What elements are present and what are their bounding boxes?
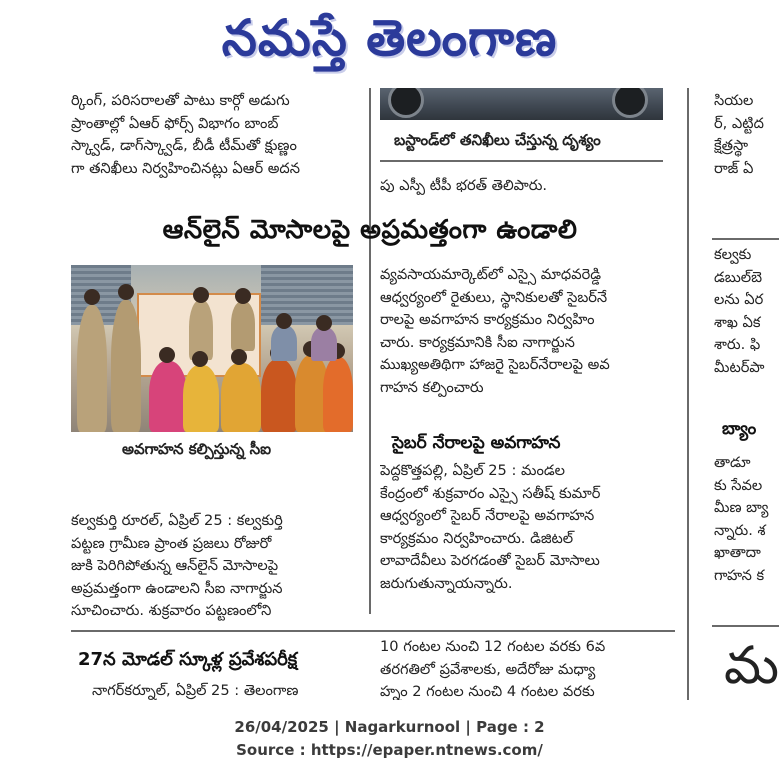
photo-caption: బస్టాండ్‌లో తనిఖీలు చేస్తున్న దృశ్యం: [394, 131, 601, 149]
awareness-photo: [71, 265, 353, 432]
right-column-article: [714, 452, 779, 587]
article-line: ఆధ్వర్యంలో సైబర్ నేరాలపై అవగాహన: [380, 507, 595, 524]
article-line: న్నారు. శ: [714, 521, 766, 539]
person-head: [159, 347, 175, 363]
person-head: [276, 313, 292, 329]
bottom-middle-article: [380, 636, 675, 700]
article-line: కు సేవల: [714, 476, 763, 494]
section-rule: [71, 630, 675, 632]
article-line: డబుల్‌బె: [714, 268, 763, 286]
article-line: హ్నం 2 గంటల నుంచి 4 గంటల వరకు: [380, 683, 595, 700]
article-line: మీటర్‌పా: [714, 358, 765, 376]
article-line: కల్వకుర్తి రూరల్, ఏప్రిల్ 25 : కల్వకుర్తి: [71, 512, 283, 529]
caption-rule: [380, 160, 663, 162]
footer: [0, 700, 779, 781]
article-line: తాడూ: [714, 454, 751, 471]
article-line: పు ఎస్పీ టీపీ భరత్ తెలిపారు.: [380, 177, 548, 194]
article-line: పట్టణ గ్రామీణ ప్రాంత ప్రజలు రోజురో: [71, 534, 272, 552]
article-line: సియల: [714, 92, 754, 109]
officer-figure: [111, 300, 141, 432]
person-head: [193, 287, 209, 303]
article-line: అప్రమత్తంగా ఉండాలని సీఐ నాగార్జున: [71, 579, 283, 597]
main-headline: ఆన్‌లైన్ మోసాలపై అప్రమత్తంగా ఉండాలి: [162, 215, 578, 245]
article-line: గా తనిఖీలు నిర్వహించినట్లు ఏఆర్ అదన: [71, 159, 300, 177]
column-divider: [687, 88, 689, 700]
article-line: పెద్దకొత్తపల్లి, ఏప్రిల్ 25 : మండల: [380, 462, 566, 479]
article-line: శాఖ ఏక: [714, 313, 761, 331]
article-line: గాహన క: [714, 566, 765, 584]
article-line: ర్, ఎట్టిద: [714, 114, 764, 132]
officer-figure: [231, 301, 255, 351]
officer-figure: [77, 305, 107, 432]
person-head: [84, 289, 100, 305]
article-line: కల్వకు: [714, 246, 752, 263]
section-rule: [712, 238, 779, 240]
article-line: సూచించారు. శుక్రవారం పట్టణంలోని: [71, 602, 272, 619]
person-head: [192, 351, 208, 367]
next-headline-fragment: మ: [724, 636, 779, 696]
person-head: [316, 315, 332, 331]
audience-figure: [271, 325, 297, 361]
article-line: రాలపై అవగాహన కార్యక్రమం నిర్వహిం: [380, 311, 595, 328]
edition-info: 26/04/2025 | Nagarkurnool | Page : 2: [234, 718, 545, 736]
article-line: జుకి పెరిగిపోతున్న ఆన్‌లైన్ మోసాలపై: [71, 557, 279, 574]
newspaper-page: [0, 88, 779, 700]
article-line: జరుగుతున్నాయన్నారు.: [380, 574, 513, 592]
article-line: 10 గంటల నుంచి 12 గంటల వరకు 6వ: [380, 638, 606, 655]
audience-figure: [323, 357, 353, 432]
article-line: తరగతిలో ప్రవేశాలకు, అదేరోజు మధ్యా: [380, 660, 596, 678]
left-article: [71, 510, 363, 623]
article-line: లావాదేవీలు పెరగడంతో సైబర్ మోసాలు: [380, 552, 600, 569]
audience-figure: [311, 327, 337, 361]
person-head: [235, 288, 251, 304]
shop-shutter: [261, 265, 353, 325]
audience-figure: [149, 361, 187, 432]
person-head: [118, 284, 134, 300]
article-line: వ్యవసాయమార్కెట్‌లో ఎస్సై మాధవరెడ్డి: [380, 266, 602, 283]
article-line: ఆధ్వర్యంలో రైతులు, స్థానికులతో సైబర్‌నే: [380, 288, 608, 306]
article-line: ర్కింగ్, పరిసరాలతో పాటు కార్గో అడుగు: [71, 92, 290, 109]
article-line: ఖాతాదా: [714, 544, 761, 561]
article-line: రాజ్ ఏ: [714, 159, 754, 177]
newspaper-title: నమస్తే తెలంగాణ: [221, 8, 558, 67]
vehicle-wheel: [388, 88, 424, 118]
section-headline: 27న మోడల్ స్కూళ్ల ప్రవేశపరీక్ష: [78, 649, 298, 670]
section-subhead: సైబర్ నేరాలపై అవగాహన: [392, 433, 561, 453]
bus-stand-photo: [380, 88, 663, 120]
article-line: ప్రాంతాల్లో ఏఆర్ ఫోర్స్ విభాగం బాంబ్: [71, 114, 279, 132]
article-line: కార్యక్రమం నిర్వహించారు. డిజిటల్: [380, 529, 574, 547]
audience-figure: [221, 363, 261, 432]
photo-caption: అవగాహన కల్పిస్తున్న సీఐ: [122, 440, 272, 458]
article-line: ముఖ్యఅతిథిగా హాజరై సైబర్‌నేరాలపై అవ: [380, 356, 610, 373]
audience-figure: [261, 359, 297, 432]
article-line: చారు. కార్యక్రమానికి సీఐ నాగార్జున: [380, 333, 575, 351]
article-line: శారు. ఫి: [714, 336, 761, 353]
article-line: కేంద్రంలో శుక్రవారం ఎస్సై సతీష్ కుమార్: [380, 484, 601, 502]
vehicle-wheel: [612, 88, 648, 118]
article-line: క్షేత్రస్థా: [714, 137, 749, 154]
section-rule: [712, 625, 779, 627]
article-line: స్క్వాడ్, డాగ్‌స్క్వాడ్, బీడీ టీమ్‌తో క్షుణ్ణం: [71, 137, 297, 154]
person-head: [231, 349, 247, 365]
masthead: [0, 0, 779, 88]
top-left-article: [71, 90, 361, 180]
section-subhead: బ్యాం: [722, 419, 757, 439]
article-line: నాగర్‌కర్నూల్, ఏప్రిల్ 25 : తెలంగాణ: [92, 682, 299, 699]
middle-article: [380, 460, 675, 595]
article-line: లను ఏర: [714, 291, 764, 308]
middle-article: [380, 264, 675, 399]
article-line: గాహన కల్పించారు: [380, 378, 484, 396]
column-divider: [369, 88, 371, 614]
article-line: మీణ బ్యా: [714, 499, 769, 516]
right-column-article: [714, 244, 779, 379]
right-column-article: [714, 90, 779, 180]
source-link[interactable]: Source : https://epaper.ntnews.com/: [236, 741, 543, 759]
audience-figure: [183, 365, 219, 432]
